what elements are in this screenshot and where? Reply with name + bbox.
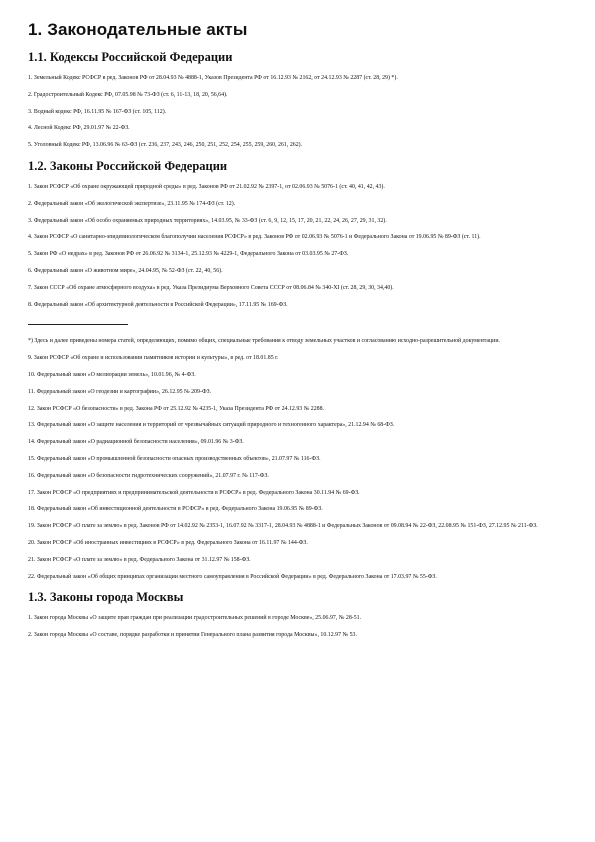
- list-item: 13. Федеральный закон «О защите населения и территорий от чрезвычайных ситуаций природного и техногенного характера», 21.12.94 № 68-ФЗ.: [28, 422, 395, 429]
- list-item: 5. Закон РФ «О недрах» в ред. Законов РФ от 26.06.92 № 3134-1, 25.12.93 № 4229-1, Федерального Закона от 03.03.95 № 27-ФЗ.: [28, 251, 349, 258]
- list-item: 22. Федеральный закон «Об общих принципах организации местного самоуправления в Российской Федерации» в ред. Федерального Закона от 17.03.97 № 55-ФЗ.: [28, 573, 437, 580]
- list-item: 11. Федеральный закон «О геодезии и картографии», 26.12.95 № 209-ФЗ.: [28, 388, 212, 395]
- list-item: 9. Закон РСФСР «Об охране и использовании памятников истории и культуры», в ред. от 18.01.85 г.: [28, 355, 279, 362]
- list-item: 20. Закон РСФСР «Об иностранных инвестициях в РСФСР» в ред. Федерального Закона от 16.11.97 № 144-ФЗ.: [28, 539, 308, 546]
- list-item: 17. Закон РСФСР «О предприятиях и предпринимательской деятельности в РСФСР» в ред. Федерального Закона 30.11.94 № 69-ФЗ.: [28, 489, 360, 496]
- list-item: 16. Федеральный закон «О безопасности гидротехнических сооружений», 21.07.97 г. № 117-ФЗ.: [28, 472, 269, 479]
- list-item: 4. Закон РСФСР «О санитарно-эпидемиологическом благополучии населения РСФСР» в ред. Законов РФ от 02.06.93 № 5076-1 и Федерального Закона от 19.06.95 № 89-ФЗ (ст. 11).: [28, 234, 481, 241]
- list-item: 7. Закон СССР «Об охране атмосферного воздуха» в ред. Указа Президиума Верховного Совета СССР от 08.06.84 № 340-XI (ст. 28, 29, 30, 34,40).: [28, 284, 394, 291]
- list-item: 2. Закон города Москвы «О составе, порядке разработки и принятии Генерального плана развития города Москвы», 10.12.97 № 53.: [28, 632, 357, 639]
- section-heading-federal-laws: 1.2. Законы Российской Федерации: [28, 158, 228, 173]
- list-item: 1. Закон города Москвы «О защите прав граждан при реализации градостроительных решений в городе Москве», 25.06.97, № 28-51.: [28, 615, 362, 622]
- list-item: 8. Федеральный закон «Об архитектурной деятельности в Российской Федерации», 17.11.95 № 169-ФЗ.: [28, 301, 288, 308]
- list-item: 4. Лесной Кодекс РФ, 29.01.97 № 22-ФЗ.: [28, 125, 130, 132]
- list-item: 1. Закон РСФСР «Об охране окружающей природной среды» в ред. Законов РФ от 21.02.92 № 2397-1, от 02.06.93 № 5076-1 (ст. 40, 41, 42, 43).: [28, 183, 385, 190]
- list-item: 3. Федеральный закон «Об особо охраняемых природных территориях», 14.03.95, № 33-ФЗ (ст. 6, 9, 12, 15, 17, 20, 21, 22, 24, 26, 27, 29, 31, 32).: [28, 217, 387, 224]
- list-item: 10. Федеральный закон «О мелиорации земель», 10.01.96, № 4-ФЗ.: [28, 371, 196, 378]
- list-item: 12. Закон РСФСР «О безопасности» в ред. Закона РФ от 25.12.92 № 4235-1, Указа Президента РФ от 24.12.93 № 2288.: [28, 405, 325, 412]
- footnote: *) Здесь и далее приведены номера статей, определяющих, помимо общих, специальные требования к отводу земельных участков и согласованию исходно-разрешительной документации.: [28, 338, 500, 345]
- list-item: 15. Федеральный закон «О промышленной безопасности опасных производственных объектов», 21.07.97 № 116-ФЗ.: [28, 455, 321, 462]
- federal-laws-list-continued: [28, 353, 541, 582]
- section-heading-codes: 1.1. Кодексы Российской Федерации: [28, 50, 233, 64]
- list-item: 3. Водный кодекс РФ, 16.11.95 № 167-ФЗ (ст. 105, 112).: [28, 108, 167, 115]
- federal-laws-list: [28, 182, 541, 310]
- list-item: 1. Земельный Кодекс РСФСР в ред. Законов РФ от 28.04.93 № 4888-1, Указов Президента РФ от 16.12.93 № 2162, от 24.12.93 № 2287 (ст. 28, 29) *).: [28, 75, 398, 81]
- document-title: 1. Законодательные акты: [28, 20, 248, 39]
- list-item: 2. Федеральный закон «Об экологической экспертизе», 23.11.95 № 174-ФЗ (ст. 12).: [28, 200, 236, 207]
- list-item: 2. Градостроительный Кодекс РФ, 07.05.98 № 73-ФЗ (ст. 6, 11-13, 18, 20, 56,64).: [28, 91, 228, 98]
- list-item: 5. Уголовный Кодекс РФ, 13.06.96 № 63-ФЗ (ст. 236, 237, 243, 246, 250, 251, 252, 254, 255, 259, 260, 261, 262).: [28, 142, 303, 149]
- list-item: 19. Закон РСФСР «О плате за землю» в ред. Законов РФ от 14.02.92 № 2353-1, 16.07.92 № 3317-1, 28.04.93 № 4888-1 и Федеральных Законов от 09.08.94 № 22-ФЗ, 22.08.95 № 151-ФЗ, 27.12.95 № 211-ФЗ.: [28, 523, 538, 530]
- list-item: 14. Федеральный закон «О радиационной безопасности населения», 09.01.96 № 3-ФЗ.: [28, 439, 244, 446]
- list-item: 6. Федеральный закон «О животном мире», 24.04.95, № 52-ФЗ (ст. 22, 40, 56).: [28, 267, 223, 274]
- list-item: 18. Федеральный закон «Об инвестиционной деятельности в РСФСР» в ред. Федерального Закона 19.06.95 № 89-ФЗ.: [28, 506, 323, 513]
- footnote-divider: [28, 324, 128, 325]
- moscow-laws-list: [28, 613, 541, 641]
- list-item: 21. Закон РСФСР «О плате за землю» в ред. Федерального Закона от 31.12.97 № 158-ФЗ.: [28, 556, 251, 563]
- section-heading-moscow-laws: 1.3. Законы города Москвы: [28, 590, 184, 605]
- codes-list: [28, 73, 541, 151]
